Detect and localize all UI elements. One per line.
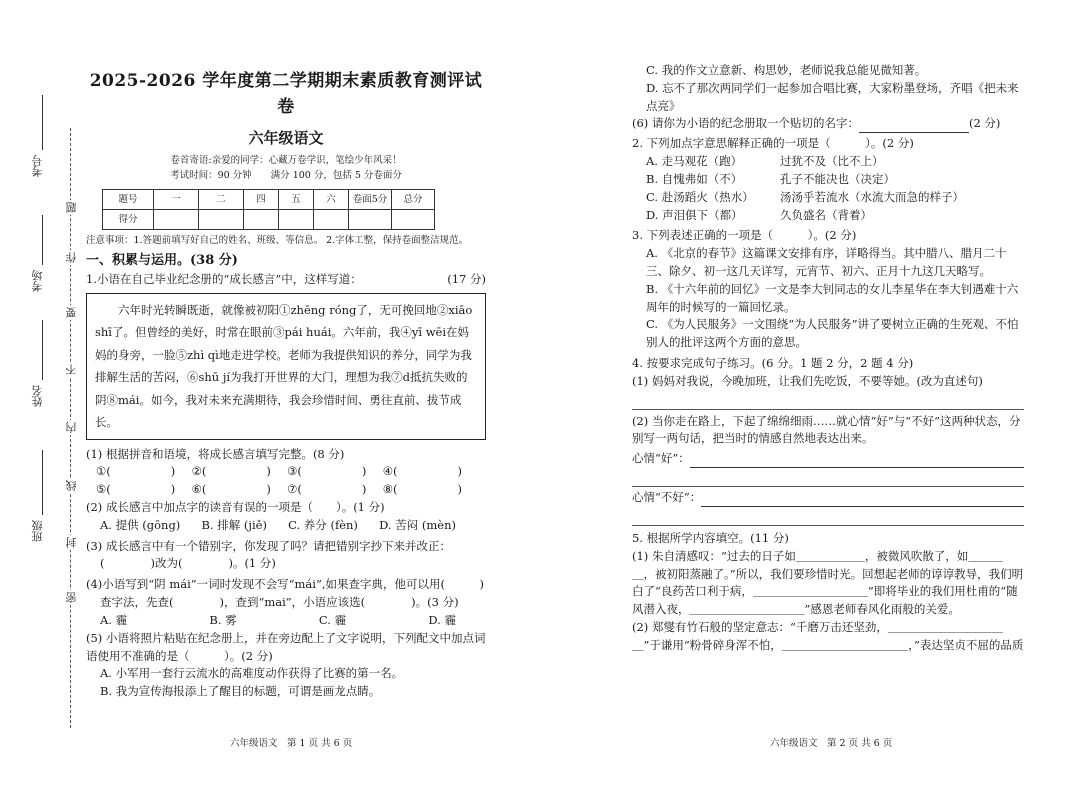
score-row-label: 得分 (103, 210, 154, 230)
seal-mark: 要 (65, 307, 78, 318)
sub5-text: (5) 小语将照片粘贴在纪念册上，并在旁边配上了文字说明，下列配文中加点词语使用不准确的是（ ）。(2 分) (86, 630, 486, 663)
blank-5[interactable]: ⑤( ) (96, 482, 176, 497)
score-header: 六 (314, 190, 349, 210)
sub6-row (632, 115, 1024, 133)
q5-1-text[interactable]: (1) 朱自清感叹：“过去的日子如＿＿＿＿＿＿，被微风吹散了，如＿＿＿＿，被初阳蒸融了。”所以，我们要珍惜时光。回想起老师的谆谆教导，我们明白了“良药苦口利于病，＿＿＿＿＿＿＿＿＿＿”即将毕业的我们用杜甫的“随风潜入夜，＿＿＿＿＿＿＿＿＿＿”感恩老师春风化雨般的关爱。 (632, 548, 1024, 617)
binding-strip (0, 0, 80, 796)
sub3-answer[interactable]: ( )改为( )。(1 分) (100, 556, 276, 571)
seal-mark: 封 (65, 537, 78, 548)
name-label: 姓名 (31, 385, 44, 407)
score-table (102, 189, 435, 230)
q1-score: (17 分) (447, 272, 486, 287)
score-header: 卷面5分 (349, 190, 392, 210)
option-b[interactable]: B. 雾 (209, 612, 237, 627)
mood-bad-label: 心情“不好”： (632, 490, 702, 505)
q2-text: 2. 下列加点字意思解释正确的一项是（ ）。(2 分) (632, 136, 914, 151)
blank-8[interactable]: ⑧( ) (382, 482, 462, 497)
exam-info: 考试时间：90 分钟 满分 100 分，包括 5 分卷面分 (170, 169, 402, 181)
blank-row (86, 481, 486, 499)
q1-stem (86, 271, 486, 289)
section-heading: 一、积累与运用。(38 分) (86, 253, 238, 269)
room-label: 考场 (31, 270, 44, 292)
q4-2-text: (2) 当你走在路上，下起了绵绵细雨……就心情“好”与“不好”这两种状态，分别写一两句话，把当时的情感自然地表达出来。 (632, 413, 1021, 446)
sub3-text: (3) 成长感言中有一个错别字，你发现了吗？请把错别字抄下来并改正： (86, 538, 451, 553)
blank-6[interactable]: ⑥( ) (191, 482, 271, 497)
score-cell[interactable] (154, 210, 199, 230)
score-cell[interactable] (199, 210, 244, 230)
sub6-blank[interactable] (859, 132, 969, 133)
sub5-option-d[interactable]: D. 忘不了那次两同学们一起参加合唱比赛，大家粉墨登场，齐唱《把未来点亮》 (646, 80, 1019, 113)
score-header: 四 (244, 190, 279, 210)
option-c[interactable]: C. 养分 (fèn) (288, 517, 358, 532)
answer-line[interactable] (632, 507, 1024, 526)
mood-good-label: 心情“好”： (632, 451, 690, 466)
sub5-option-b[interactable]: B. 我为宣传海报添上了醒目的标题，可谓是画龙点睛。 (100, 684, 381, 699)
blank-row (86, 463, 486, 481)
seal-mark: 内 (65, 422, 78, 433)
exam-subtitle: 六年级语文 (248, 128, 324, 147)
sub1-text: (1) 根据拼音和语境，将成长感言填写完整。(8 分) (86, 446, 345, 461)
option-b[interactable]: B. 排解 (jiě) (201, 517, 267, 532)
score-header: 二 (199, 190, 244, 210)
page-1 (86, 0, 486, 701)
notice: 注意事项：1.答题前填写好自己的姓名、班级、等信息。 2.字体工整，保持卷面整洁规范。 (86, 235, 469, 247)
score-header: 一 (154, 190, 199, 210)
class-field[interactable] (42, 450, 43, 515)
sub6-text: (6) 请你为小语的纪念册取一个贴切的名字： (632, 116, 859, 131)
q2-option[interactable]: A. 走马观花（跑） 过犹不及（比不上） (646, 154, 884, 169)
score-cell[interactable] (244, 210, 279, 230)
answer-line[interactable] (632, 391, 1024, 410)
q3-option-c[interactable]: C. 《为人民服务》一文围绕“为人民服务”讲了要树立正确的生死观、不怕别人的批评这两个方面的意思。 (646, 317, 1019, 350)
option-a[interactable]: A. 霾 (100, 612, 128, 627)
name-field[interactable] (42, 320, 43, 380)
exam-no-field[interactable] (42, 95, 43, 150)
option-d[interactable]: D. 苦闷 (mèn) (379, 517, 456, 532)
option-c[interactable]: C. 霾 (318, 612, 347, 627)
q4-1-text: (1) 妈妈对我说，今晚加班，让我们先吃饭，不要等她。(改为直述句) (632, 373, 983, 388)
room-field[interactable] (42, 215, 43, 265)
blank-2[interactable]: ②( ) (191, 464, 271, 479)
q1-text: 1.小语在自己毕业纪念册的“成长感言”中，这样写道： (86, 272, 362, 287)
passage-box (86, 293, 486, 440)
option-a[interactable]: A. 提供 (gōng) (100, 517, 181, 532)
score-cell[interactable] (314, 210, 349, 230)
q5-text: 5. 根据所学内容填空。(11 分) (632, 530, 789, 545)
seal-mark: 题 (65, 202, 78, 213)
page-1-footer: 六年级语文 第 1 页 共 6 页 (230, 738, 353, 749)
answer-line[interactable] (690, 453, 1024, 468)
seal-mark: 线 (65, 480, 78, 491)
q2-option[interactable]: B. 自愧弗如（不） 孔子不能决也（决定） (646, 171, 895, 186)
q5-2-text[interactable]: (2) 郑燮有竹石般的坚定意志：“千磨万击还坚劲，＿＿＿＿＿＿＿＿＿＿＿”于谦用“粉骨碎身浑不怕，＿＿＿＿＿＿＿＿＿＿＿，”表达坚贞不屈的品质 (632, 619, 1024, 652)
sub2-text: (2) 成长感言中加点字的读音有误的一项是（ ）。(1 分) (86, 500, 385, 515)
sub4-text: (4)小语写到“阴 mái”一词时发现不会写“mái”,如果查字典，他可以用( ) (86, 577, 484, 592)
page-2-footer: 六年级语文 第 2 页 共 6 页 (770, 738, 893, 749)
blank-4[interactable]: ④( ) (382, 464, 462, 479)
score-cell[interactable] (349, 210, 392, 230)
mood-bad-row (632, 489, 1024, 507)
q2-option[interactable]: C. 赴汤蹈火（热水） 汤汤乎若流水（水流大而急的样子） (646, 189, 964, 204)
sub4-options (86, 612, 486, 630)
exam-title: 2025-2026 学年度第二学期期末素质教育测评试卷 (89, 71, 483, 118)
seal-mark: 不 (65, 364, 78, 375)
mood-good-row (632, 450, 1024, 468)
answer-line[interactable] (632, 468, 1024, 487)
sub2-options (86, 517, 486, 535)
answer-line[interactable] (701, 492, 1024, 507)
score-header: 五 (279, 190, 314, 210)
score-header: 总分 (392, 190, 435, 210)
sub5-option-a[interactable]: A. 小军用一套行云流水的高难度动作获得了比赛的第一名。 (100, 666, 404, 681)
q4-text: 4. 按要求完成句子练习。(6 分。1 题 2 分，2 题 4 分) (632, 356, 914, 370)
score-header: 题号 (103, 190, 154, 210)
motto: 卷首寄语:亲爱的同学：心藏万卷学识，笔绘少年风采！ (170, 154, 402, 166)
seal-mark: 密 (65, 592, 78, 603)
passage-text: 六年时光转瞬既逝，就像被初阳①zhēng róng了，无可挽回地②xiāo shī了。但曾经的美好，时常在眼前③pái huái。六年前，我④yī wēi在妈妈的身旁，一脸⑤zhì qì地走进学校。老师为我提供知识的养分，同学为我排解生活的苦闷，⑥shū jí为我打开世界的大门，理想为我⑦d抵抗失败的阴⑧mái。如今，我对未来充满期待，我会珍惜时间、勇往直前、拔节成长。 (95, 303, 473, 430)
sub4-text-b: 查字法，先查( )，查到“mai”，小语应该选( )。(3 分) (100, 595, 459, 610)
sub5-option-c[interactable]: C. 我的作文立意新、构思妙，老师说我总能见微知著。 (646, 63, 927, 77)
blank-3[interactable]: ③( ) (287, 464, 367, 479)
q3-text: 3. 下列表述正确的一项是（ ）。(2 分) (632, 228, 857, 243)
exam-no-label: 考号 (31, 155, 44, 177)
q2-option[interactable]: D. 声泪俱下（都） 久负盛名（背着） (646, 207, 872, 222)
sub6-score: (2 分) (968, 116, 1001, 131)
score-cell[interactable] (392, 210, 435, 230)
seal-mark: 作 (65, 252, 78, 263)
q3-option-a[interactable]: A. 《北京的春节》这篇课文安排有序，详略得当。其中腊八、腊月二十三、除夕、初一这几天详写，元宵节、初六、正月十九这几天略写。 (646, 246, 1007, 278)
score-cell[interactable] (279, 210, 314, 230)
page-2 (632, 62, 1024, 655)
class-label: 班级 (31, 520, 44, 542)
blank-1[interactable]: ①( ) (96, 464, 176, 479)
blank-7[interactable]: ⑦( ) (287, 482, 367, 497)
option-d[interactable]: D. 霾 (428, 612, 456, 627)
q3-option-b[interactable]: B. 《十六年前的回忆》一文是李大钊同志的女儿李星华在李大钊遇难十六周年的时候写的一篇回忆录。 (646, 281, 1019, 314)
